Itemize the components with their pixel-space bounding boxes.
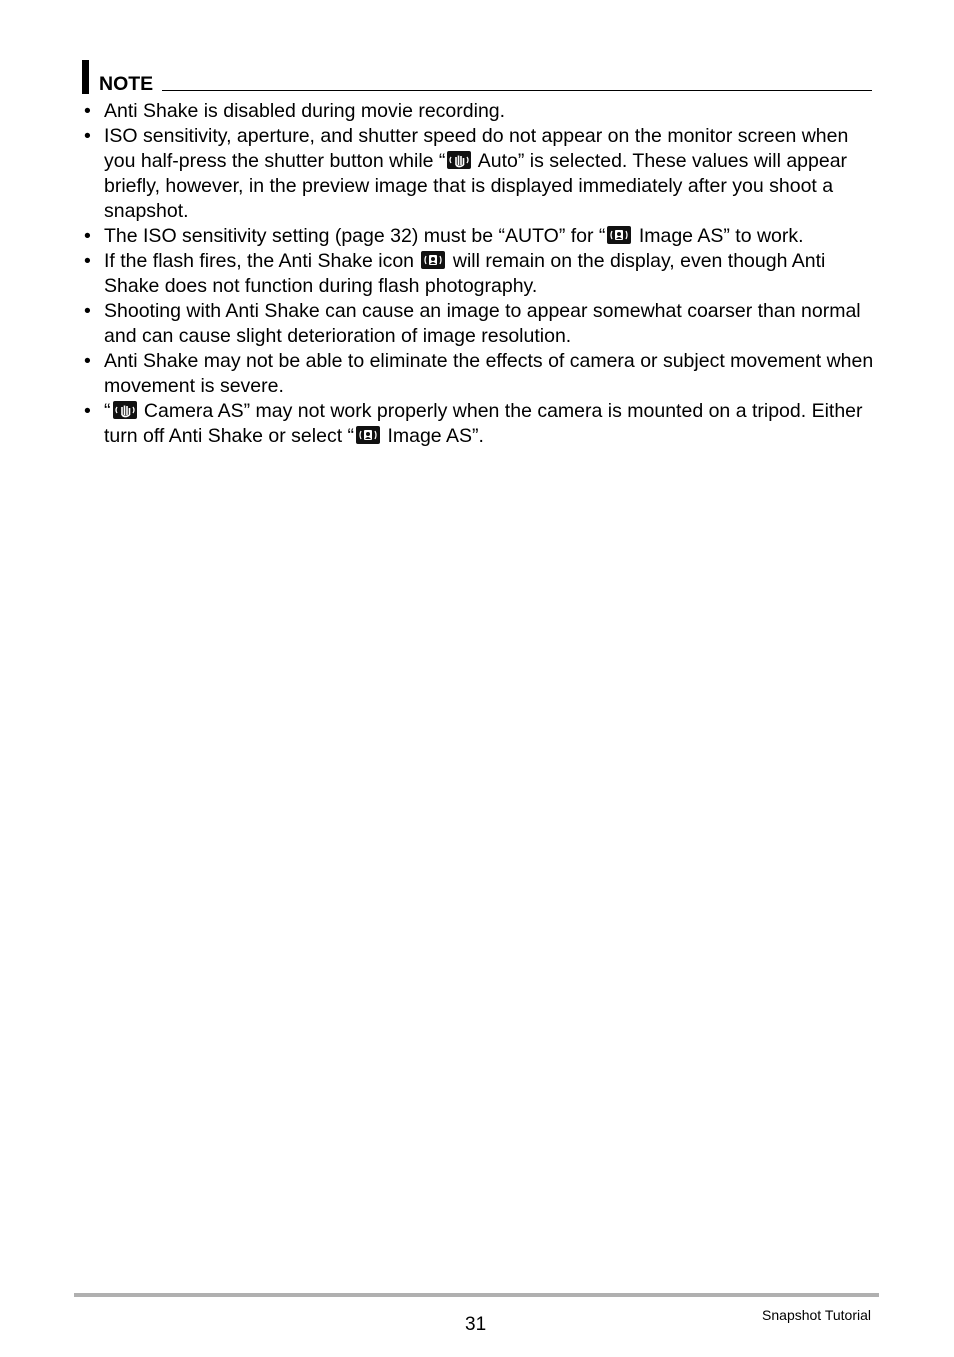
footer-divider xyxy=(74,1293,879,1297)
camera-hand-icon xyxy=(113,401,137,419)
image-as-icon xyxy=(607,226,631,244)
bullet-dot: • xyxy=(84,350,91,372)
bullet-dot: • xyxy=(84,125,91,147)
image-as-icon xyxy=(421,251,445,269)
note-label: NOTE xyxy=(99,73,154,95)
image-as-icon xyxy=(356,426,380,444)
bullet-dot: • xyxy=(84,400,91,422)
list-item: • Anti Shake may not be able to eliminate the effects of camera or subject movement when movement is severe. xyxy=(84,350,874,397)
list-item: • The ISO sensitivity setting (page 32) must be “AUTO” for “ Image AS” to work. xyxy=(84,225,804,247)
list-item: • If the flash fires, the Anti Shake icon will remain on the display, even though Anti Shake does not function during flash photography. xyxy=(84,250,826,297)
bullet-dot: • xyxy=(84,225,91,247)
bullet-dot: • xyxy=(84,250,91,272)
footer-section-title: Snapshot Tutorial xyxy=(762,1307,871,1323)
page-number: 31 xyxy=(465,1314,487,1335)
list-item: • Shooting with Anti Shake can cause an image to appear somewhat coarser than normal and can cause slight deterioration of image resolution. xyxy=(84,300,861,347)
note-marker-bar xyxy=(82,60,89,94)
bullet-dot: • xyxy=(84,100,91,122)
camera-hand-icon xyxy=(447,151,471,169)
bullet-dot: • xyxy=(84,300,91,322)
list-item: • ISO sensitivity, aperture, and shutter speed do not appear on the monitor screen when you half-press the shutter button while “ Auto” is selected. These values will appear briefly, however, in the preview image that is displayed immediately after you shoot a snapshot. xyxy=(84,125,849,222)
list-item: • “ Camera AS” may not work properly when the camera is mounted on a tripod. Either turn off Anti Shake or select “ Image AS”. xyxy=(84,400,863,447)
note-divider xyxy=(162,90,872,91)
note-bullet-list xyxy=(84,99,884,449)
note-header xyxy=(82,60,872,94)
list-item: • Anti Shake is disabled during movie recording. xyxy=(84,100,506,122)
